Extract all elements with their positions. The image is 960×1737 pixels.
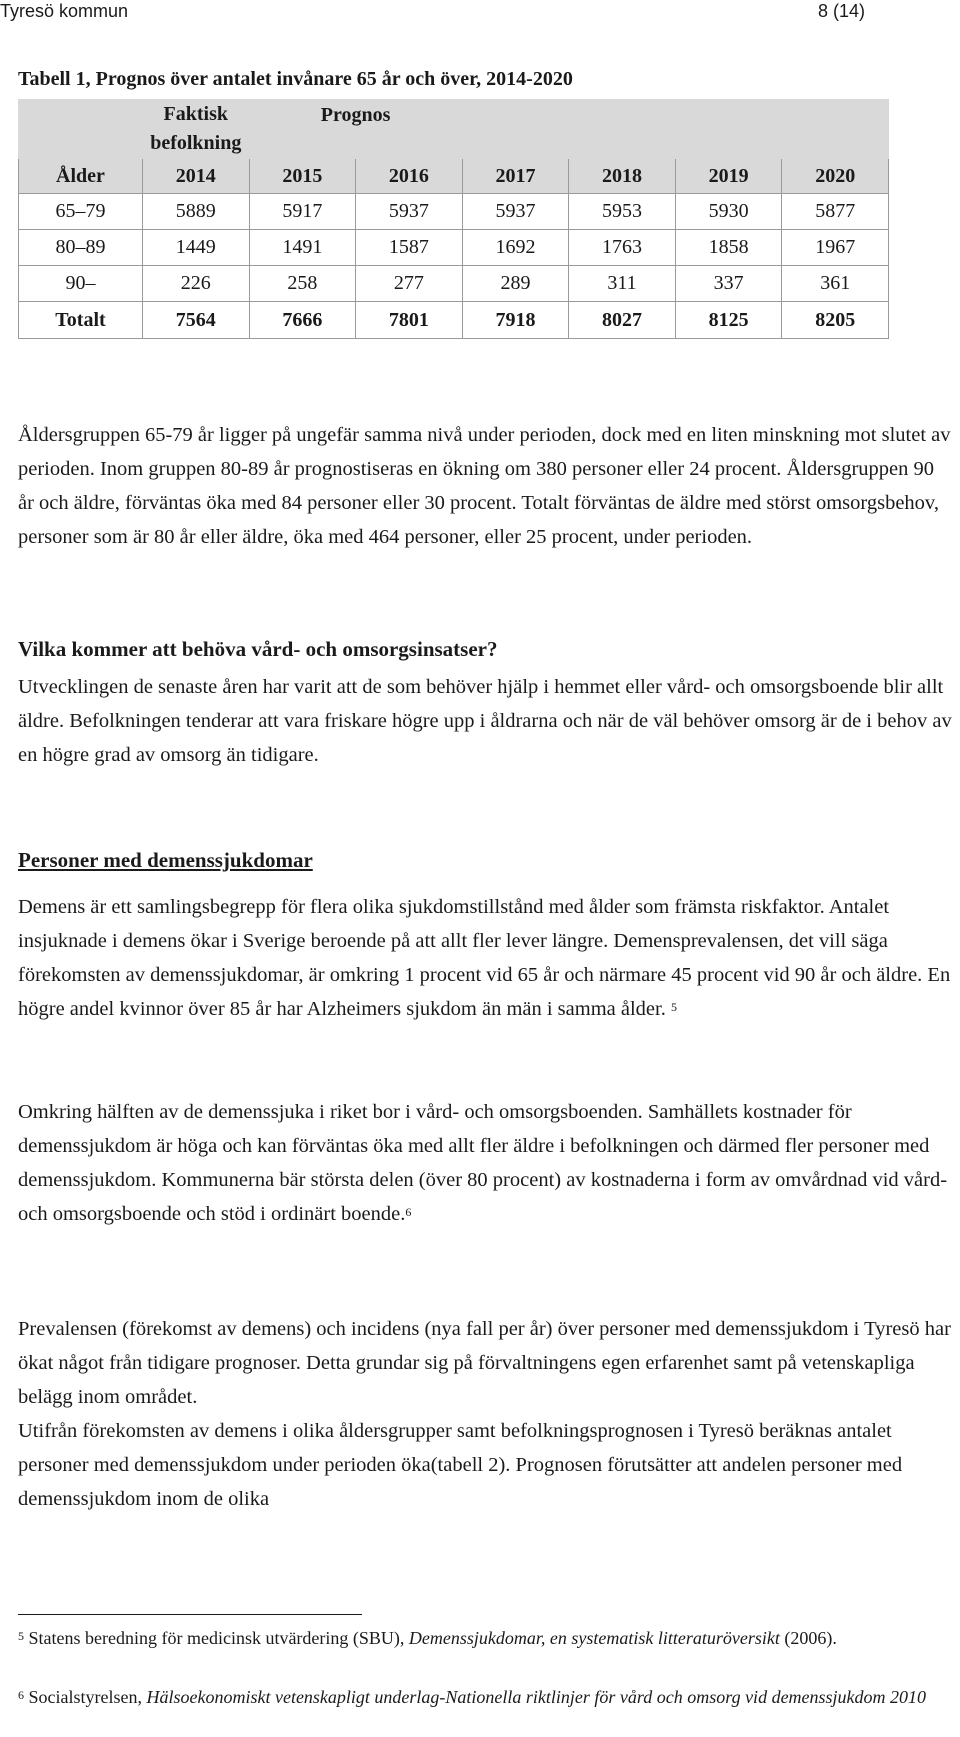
- table-cell: 226: [143, 266, 250, 302]
- table-group-header-row: [19, 100, 889, 159]
- table-cell: 1692: [462, 230, 569, 266]
- table-cell: 5953: [569, 194, 676, 230]
- table-year: 2017: [462, 159, 569, 194]
- table-header-blank: [462, 100, 888, 159]
- footnote-text: Statens beredning för medicinsk utvärdering (SBU),: [28, 1628, 409, 1648]
- table-cell: 5937: [356, 194, 463, 230]
- paragraph-prevalence: [18, 1312, 953, 1516]
- table-group-forecast: Prognos: [249, 100, 462, 159]
- table-year: 2019: [675, 159, 782, 194]
- footnote-tail: (2006).: [779, 1628, 837, 1648]
- table-total-cell: 7666: [249, 302, 356, 339]
- header-page-number: 8 (14): [818, 1, 866, 21]
- footnote-text: Socialstyrelsen,: [28, 1687, 147, 1707]
- paragraph-text: Utifrån förekomsten av demens i olika åldersgrupper samt befolkningsprognosen i Tyresö beräknas antalet personer med demenssjukdom under perioden öka(tabell 2). Prognosen förutsätter att andelen personer med demenssjukdom inom de olika: [18, 1420, 903, 1510]
- footnote-separator: [18, 1614, 362, 1615]
- paragraph-text: Åldersgruppen 65-79 år ligger på ungefär samma nivå under perioden, dock med en liten minskning mot slutet av perioden. Inom gruppen 80-89 år prognostiseras en ökning om 380 personer eller 24 procent. Åldersgruppen 90 år och äldre, förväntas öka med 84 personer eller 30 procent. Totalt förväntas de äldre med störst omsorgsbehov, personer som är 80 år eller äldre, öka med 464 personer, eller 25 procent, under perioden.: [18, 424, 951, 548]
- table-header-blank: [19, 100, 143, 159]
- table-cell: 5877: [782, 194, 889, 230]
- table-row: [19, 266, 889, 302]
- table-year-row: [19, 159, 889, 194]
- table-cell-age: 90–: [19, 266, 143, 302]
- table-row: [19, 194, 889, 230]
- table-cell-age: 65–79: [19, 194, 143, 230]
- footnote-6: [18, 1685, 953, 1709]
- table-total-row: [19, 302, 889, 339]
- table-cell: 1858: [675, 230, 782, 266]
- table-cell: 5917: [249, 194, 356, 230]
- paragraph-text: Utvecklingen de senaste åren har varit att de som behöver hjälp i hemmet eller vård- och omsorgsboende blir allt äldre. Befolkningen tenderar att vara friskare högre upp i åldrarna och när de väl behöver omsorg är de i behov av en högre grad av omsorg än tidigare.: [18, 676, 952, 766]
- heading-dementia: Personer med demenssjukdomar: [18, 848, 313, 872]
- footnote-ref: 5: [670, 1000, 677, 1014]
- table-age-header: Ålder: [19, 159, 143, 194]
- table-cell: 1967: [782, 230, 889, 266]
- table-cell: 5889: [143, 194, 250, 230]
- table-total-cell: 7564: [143, 302, 250, 339]
- table-cell: 5937: [462, 194, 569, 230]
- population-forecast-table: [18, 99, 889, 339]
- table-year: 2016: [356, 159, 463, 194]
- table-total-cell: 7801: [356, 302, 463, 339]
- table-cell: 337: [675, 266, 782, 302]
- table-cell: 1763: [569, 230, 676, 266]
- table-year: 2020: [782, 159, 889, 194]
- paragraph-dementia-costs: [18, 1095, 953, 1231]
- footnote-number: 5: [18, 1629, 24, 1643]
- table-total-cell: 7918: [462, 302, 569, 339]
- table-year: 2018: [569, 159, 676, 194]
- paragraph-text: Demens är ett samlingsbegrepp för flera olika sjukdomstillstånd med ålder som främsta riskfaktor. Antalet insjuknade i demens ökar i Sverige beroende på att allt fler lever längre. Demensprevalensen, det vill säga förekomsten av demenssjukdomar, är omkring 1 procent vid 65 år och närmare 45 procent vid 90 år och äldre. En högre andel kvinnor över 85 år har Alzheimers sjukdom än män i samma ålder.: [18, 896, 951, 1020]
- table-cell: 289: [462, 266, 569, 302]
- table-year: 2015: [249, 159, 356, 194]
- footnote-title: Demenssjukdomar, en systematisk litteraturöversikt: [408, 1628, 780, 1648]
- paragraph-development: [18, 670, 953, 772]
- footnote-number: 6: [18, 1688, 24, 1702]
- table-total-cell: 8027: [569, 302, 676, 339]
- footnote-ref: 6: [405, 1205, 412, 1219]
- table-cell: 277: [356, 266, 463, 302]
- table-cell: 1491: [249, 230, 356, 266]
- paragraph-text: Omkring hälften av de demenssjuka i riket bor i vård- och omsorgsboenden. Samhällets kostnader för demenssjukdom är höga och kan förväntas öka med allt fler äldre i befolkningen och därmed fler personer med demenssjukdom. Kommunerna bär största delen (över 80 procent) av kostnaderna i form av omvårdnad vid vård- och omsorgsboende och stöd i ordinärt boende.: [18, 1101, 948, 1225]
- paragraph-age-groups: [18, 418, 953, 554]
- footnote-title: Hälsoekonomiskt vetenskapligt underlag-Nationella riktlinjer för vård och omsorg vid demenssjukdom 2010: [146, 1687, 927, 1707]
- table-cell: 311: [569, 266, 676, 302]
- table-cell-age: 80–89: [19, 230, 143, 266]
- table-caption: Tabell 1, Prognos över antalet invånare 65 år och över, 2014-2020: [18, 68, 573, 90]
- table-row: [19, 230, 889, 266]
- paragraph-dementia-definition: [18, 890, 953, 1026]
- footnote-5: [18, 1626, 953, 1650]
- table-cell: 5930: [675, 194, 782, 230]
- table-total-label: Totalt: [19, 302, 143, 339]
- table-cell: 1587: [356, 230, 463, 266]
- table-cell: 361: [782, 266, 889, 302]
- header-organization: Tyresö kommun: [0, 1, 129, 21]
- heading-who-needs-care: Vilka kommer att behöva vård- och omsorgsinsatser?: [18, 637, 498, 661]
- paragraph-text: Prevalensen (förekomst av demens) och incidens (nya fall per år) över personer med demenssjukdom i Tyresö har ökat något från tidigare prognoser. Detta grundar sig på förvaltningens egen erfarenhet samt på vetenskapliga belägg inom området.: [18, 1318, 951, 1408]
- table-total-cell: 8125: [675, 302, 782, 339]
- table-year: 2014: [143, 159, 250, 194]
- table-total-cell: 8205: [782, 302, 889, 339]
- table-cell: 1449: [143, 230, 250, 266]
- table-group-actual: Faktisk befolkning: [143, 100, 250, 159]
- table-cell: 258: [249, 266, 356, 302]
